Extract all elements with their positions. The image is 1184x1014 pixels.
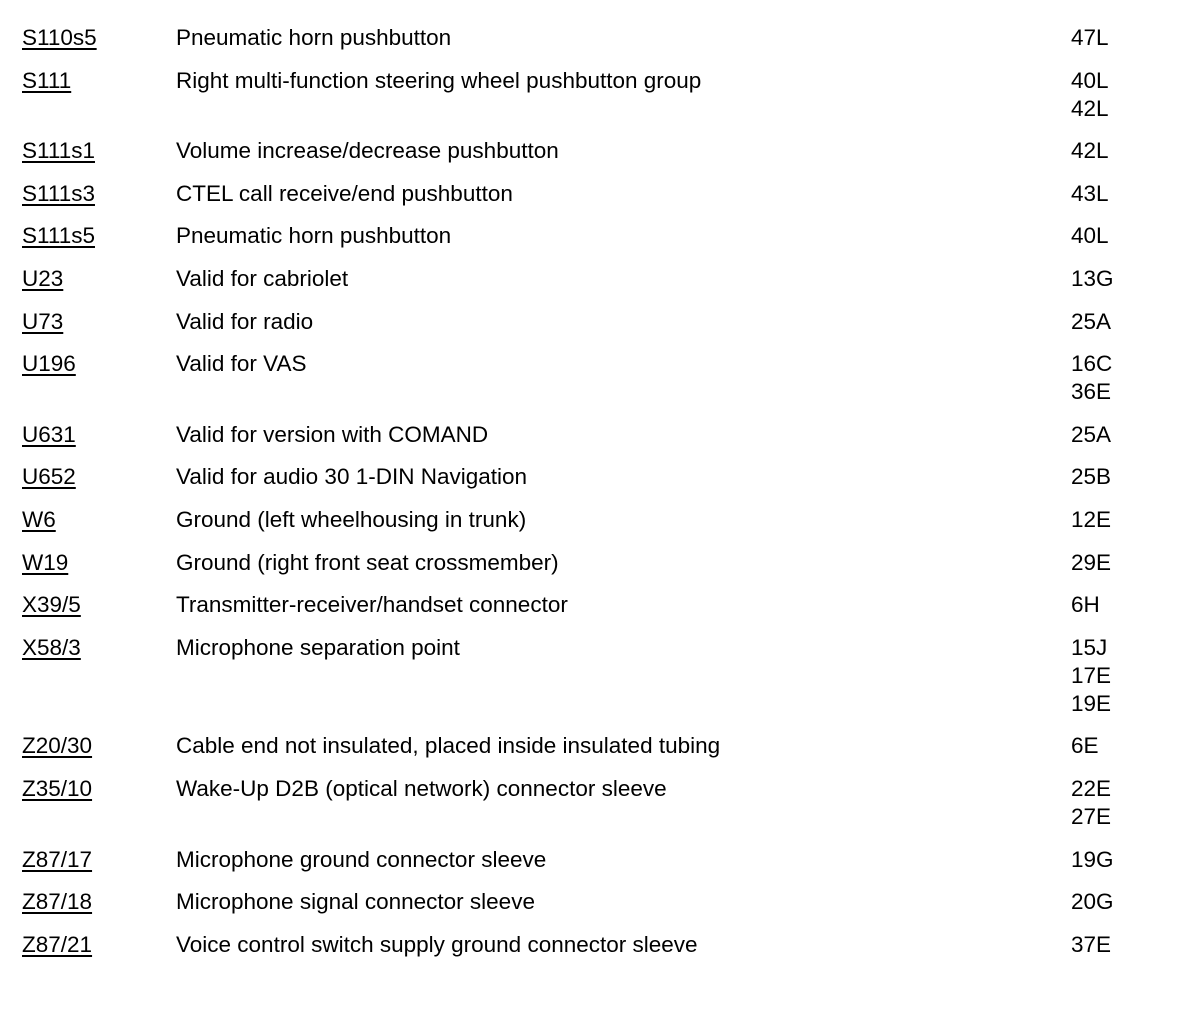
legend-row (22, 24, 1162, 52)
component-description: Right multi-function steering wheel pushbutton group (176, 67, 702, 93)
grid-references (1071, 591, 1162, 619)
grid-references (1071, 350, 1162, 406)
component-description: Ground (left wheelhousing in trunk) (176, 506, 527, 532)
component-code-link[interactable]: Z87/17 (22, 846, 93, 872)
grid-references (1071, 506, 1162, 534)
grid-references (1071, 308, 1162, 336)
component-description: Wake-Up D2B (optical network) connector sleeve (176, 775, 667, 801)
component-code-link[interactable]: U23 (22, 265, 64, 291)
legend-row (22, 549, 1162, 577)
component-code-link[interactable]: S111s1 (22, 138, 95, 164)
component-description: Valid for audio 30 1-DIN Navigation (176, 464, 528, 490)
component-description: Microphone ground connector sleeve (176, 846, 547, 872)
grid-references (1071, 775, 1162, 831)
grid-reference: 19E (1071, 690, 1112, 716)
component-code-link[interactable]: Z87/18 (22, 889, 93, 915)
legend-row (22, 350, 1162, 406)
component-description: Microphone separation point (176, 634, 460, 660)
grid-reference: 6E (1071, 733, 1099, 759)
component-description: Valid for version with COMAND (176, 421, 489, 447)
grid-references (1071, 463, 1162, 491)
grid-reference: 25A (1071, 308, 1112, 334)
grid-reference: 16C (1071, 351, 1113, 377)
grid-reference: 40L (1071, 67, 1109, 93)
component-description: Valid for VAS (176, 351, 307, 377)
grid-references (1071, 549, 1162, 577)
legend-row (22, 180, 1162, 208)
grid-reference: 42L (1071, 138, 1109, 164)
grid-references (1071, 180, 1162, 208)
legend-row (22, 421, 1162, 449)
component-legend (22, 24, 1162, 973)
component-description: Pneumatic horn pushbutton (176, 223, 452, 249)
legend-row (22, 846, 1162, 874)
component-code-link[interactable]: S110s5 (22, 25, 97, 50)
grid-reference: 20G (1071, 889, 1114, 915)
component-description: Ground (right front seat crossmember) (176, 549, 559, 575)
legend-row (22, 888, 1162, 916)
grid-references (1071, 888, 1162, 916)
grid-references (1071, 265, 1162, 293)
grid-references (1071, 67, 1162, 123)
component-code-link[interactable]: X39/5 (22, 592, 81, 618)
legend-row (22, 67, 1162, 123)
component-description: Transmitter-receiver/handset connector (176, 592, 568, 618)
grid-reference: 29E (1071, 549, 1112, 575)
component-description: Volume increase/decrease pushbutton (176, 138, 559, 164)
grid-reference: 36E (1071, 379, 1112, 405)
component-code-link[interactable]: S111 (22, 67, 72, 93)
component-description: Microphone signal connector sleeve (176, 889, 535, 915)
component-description: Valid for radio (176, 308, 314, 334)
grid-reference: 13G (1071, 265, 1114, 291)
component-code-link[interactable]: X58/3 (22, 634, 81, 660)
legend-row (22, 591, 1162, 619)
legend-row (22, 222, 1162, 250)
grid-references (1071, 634, 1162, 718)
component-code-link[interactable]: U652 (22, 464, 76, 490)
component-description: Valid for cabriolet (176, 265, 349, 291)
component-code-link[interactable]: W6 (22, 506, 56, 532)
component-code-link[interactable]: Z87/21 (22, 931, 93, 957)
grid-references (1071, 421, 1162, 449)
grid-reference: 6H (1071, 592, 1100, 618)
legend-row (22, 732, 1162, 760)
grid-references (1071, 732, 1162, 760)
grid-reference: 42L (1071, 95, 1109, 121)
legend-row (22, 634, 1162, 718)
grid-reference: 19G (1071, 846, 1114, 872)
grid-reference: 37E (1071, 931, 1112, 957)
component-description: Cable end not insulated, placed inside insulated tubing (176, 733, 721, 759)
grid-references (1071, 846, 1162, 874)
grid-reference: 12E (1071, 506, 1112, 532)
grid-reference: 40L (1071, 223, 1109, 249)
component-code-link[interactable]: U196 (22, 351, 76, 377)
legend-row (22, 931, 1162, 959)
grid-reference: 47L (1071, 25, 1109, 50)
legend-row (22, 775, 1162, 831)
grid-reference: 25A (1071, 421, 1112, 447)
grid-reference: 22E (1071, 775, 1112, 801)
component-code-link[interactable]: S111s3 (22, 180, 95, 206)
component-code-link[interactable]: Z35/10 (22, 775, 93, 801)
legend-row (22, 506, 1162, 534)
legend-row (22, 308, 1162, 336)
grid-references (1071, 222, 1162, 250)
legend-row (22, 265, 1162, 293)
grid-reference: 17E (1071, 662, 1112, 688)
component-code-link[interactable]: U73 (22, 308, 64, 334)
component-description: Pneumatic horn pushbutton (176, 25, 452, 50)
component-code-link[interactable]: Z20/30 (22, 733, 93, 759)
component-code-link[interactable]: U631 (22, 421, 76, 447)
grid-references (1071, 931, 1162, 959)
grid-references (1071, 24, 1162, 52)
grid-reference: 27E (1071, 803, 1112, 829)
component-description: CTEL call receive/end pushbutton (176, 180, 513, 206)
grid-reference: 43L (1071, 180, 1109, 206)
legend-row (22, 463, 1162, 491)
component-code-link[interactable]: W19 (22, 549, 69, 575)
legend-row (22, 137, 1162, 165)
grid-reference: 25B (1071, 464, 1112, 490)
component-description: Voice control switch supply ground connector sleeve (176, 931, 698, 957)
component-code-link[interactable]: S111s5 (22, 223, 95, 249)
grid-reference: 15J (1071, 634, 1108, 660)
grid-references (1071, 137, 1162, 165)
